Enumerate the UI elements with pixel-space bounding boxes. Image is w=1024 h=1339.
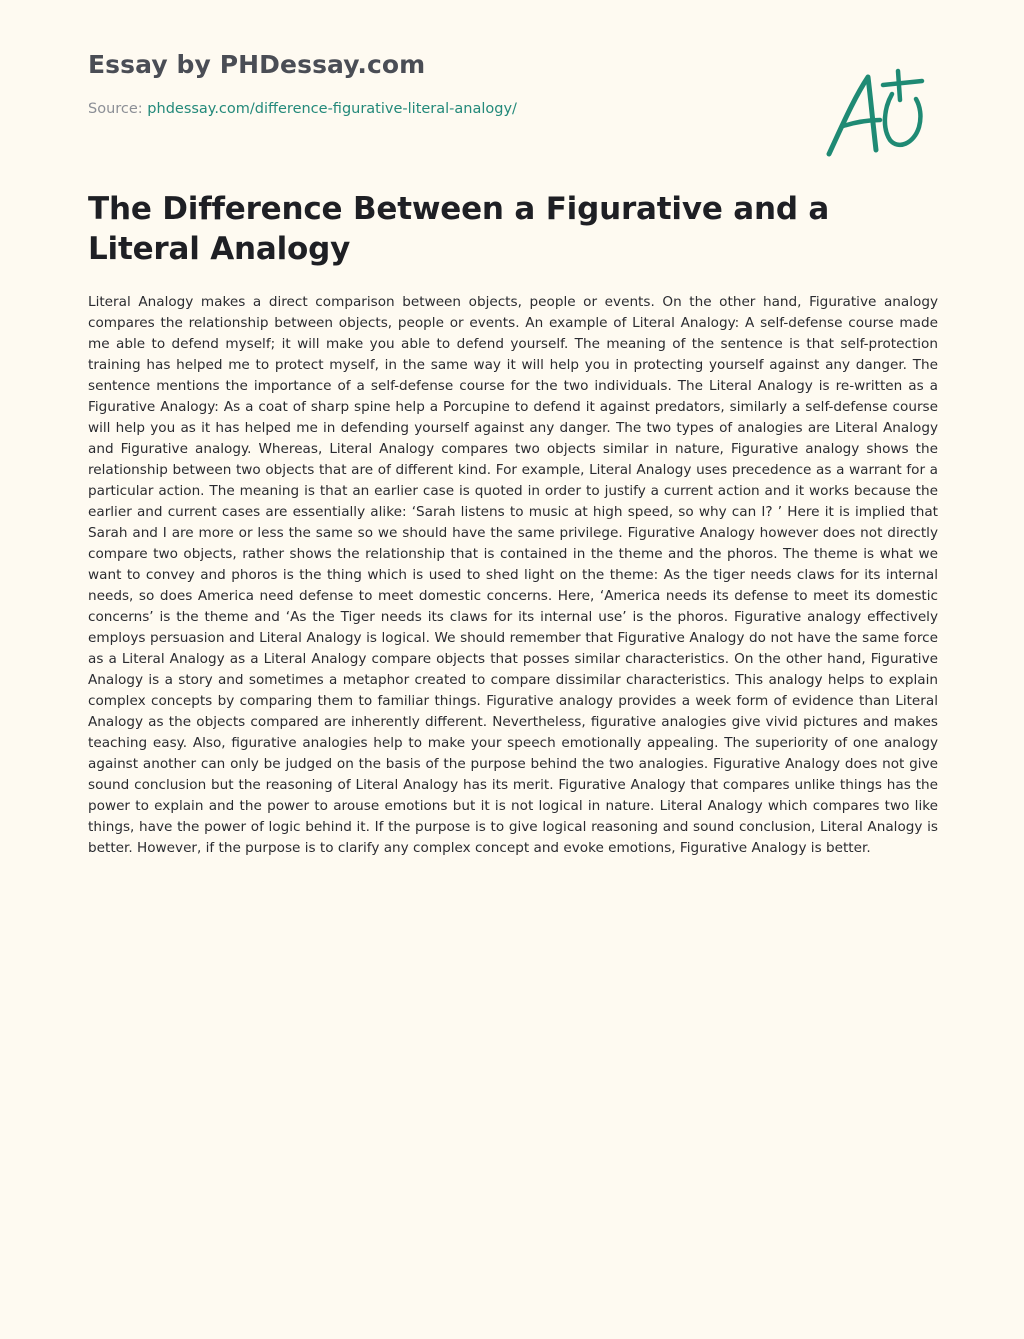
site-title: Essay by PHDessay.com [88, 50, 426, 79]
source-line [88, 101, 517, 117]
essay-body: Literal Analogy makes a direct comparison between objects, people or events. On the other hand, Figurative analogy compares the relationship between objects, people or events. An example of Literal Analogy: A self-defense course made me able to defend myself; it will make you able to defend yourself. The meaning of the sentence is that self-protection training has helped me to protect myself, in the same way it will help you in protecting yourself against any danger. The sentence mentions the importance of a self-defense course for the two individuals. The Literal Analogy is re-written as a Figurative Analogy: As a coat of sharp spine help a Porcupine to defend it against predators, similarly a self-defense course will help you as it has helped me in defending yourself against any danger. The two types of analogies are Literal Analogy and Figurative analogy. Whereas, Literal Analogy compares two objects similar in nature, Figurative analogy shows the relationship between two objects that are of different kind. For example, Literal Analogy uses precedence as a warrant for a particular action. The meaning is that an earlier case is quoted in order to justify a current action and it works because the earlier and current cases are essentially alike: ‘Sarah listens to music at high speed, so why can I? ’ Here it is implied that Sarah and I are more or less the same so we should have the same privilege. Figurative Analogy however does not directly compare two objects, rather shows the relationship that is contained in the theme and the phoros. The theme is what we want to convey and phoros is the thing which is used to shed light on the theme: As the tiger needs claws for its internal needs, so does America need defense to meet domestic concerns. Here, ‘America needs its defense to meet its domestic concerns’ is the theme and ‘As the Tiger needs its claws for its internal use’ is the phoros. Figurative analogy effectively employs persuasion and Literal Analogy is logical. We should remember that Figurative Analogy do not have the same force as a Literal Analogy as a Literal Analogy compare objects that posses similar characteristics. On the other hand, Figurative Analogy is a story and sometimes a metaphor created to compare dissimilar characteristics. This analogy helps to explain complex concepts by comparing them to familiar things. Figurative analogy provides a week form of evidence than Literal Analogy as the objects compared are inherently different. Nevertheless, figurative analogies give vivid pictures and makes teaching easy. Also, figurative analogies help to make your speech emotionally appealing. The superiority of one analogy against another can only be judged on the basis of the purpose behind the two analogies. Figurative Analogy does not give sound conclusion but the reasoning of Literal Analogy has its merit. Figurative Analogy that compares unlike things has the power to explain and the power to arouse emotions but it is not logical in nature. Literal Analogy which compares two like things, have the power of logic behind it. If the purpose is to give logical reasoning and sound conclusion, Literal Analogy is better. However, if the purpose is to clarify any complex concept and evoke emotions, Figurative Analogy is better. [88, 294, 938, 856]
source-link[interactable]: phdessay.com/difference-figurative-literal-analogy/ [147, 101, 517, 117]
a-plus-grade-icon [824, 64, 928, 162]
source-label: Source: [88, 101, 148, 117]
essay-title: The Difference Between a Figurative and a Literal Analogy [88, 191, 830, 267]
